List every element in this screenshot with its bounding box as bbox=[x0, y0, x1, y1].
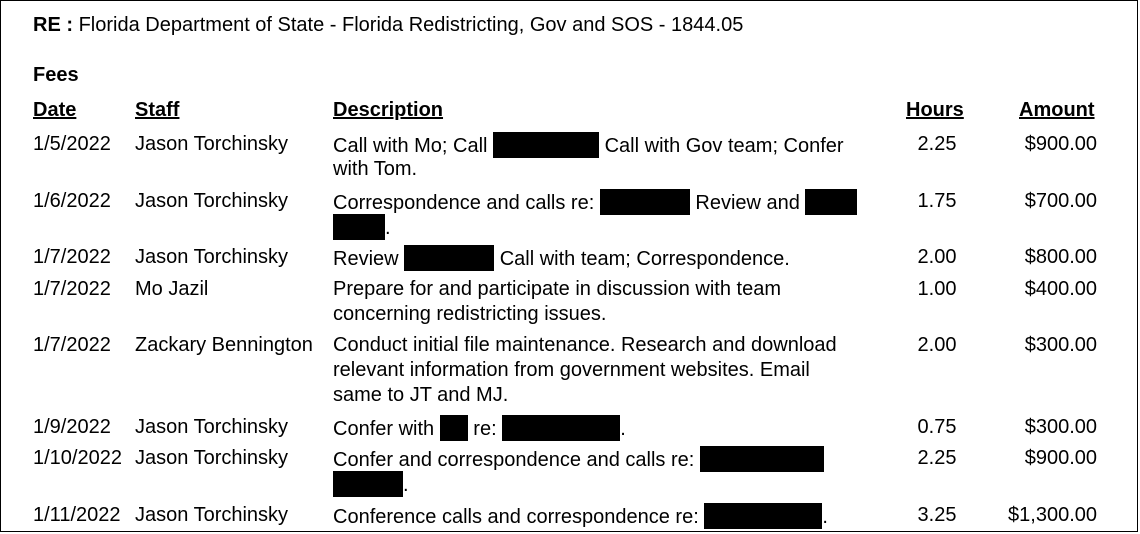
redaction-box bbox=[440, 415, 468, 441]
header-staff: Staff bbox=[135, 99, 180, 121]
desc-text: . bbox=[822, 506, 828, 528]
row-date: 1/11/2022 bbox=[33, 504, 121, 526]
desc-text: Conduct initial file maintenance. Research and download bbox=[333, 334, 837, 356]
redaction-box bbox=[404, 245, 494, 271]
row-hours: 2.25 bbox=[917, 133, 957, 155]
row-date: 1/5/2022 bbox=[33, 133, 111, 155]
row-description bbox=[333, 503, 893, 528]
row-amount: $300.00 bbox=[1024, 334, 1097, 356]
desc-text: same to JT and MJ. bbox=[333, 384, 509, 406]
row-description bbox=[333, 245, 893, 270]
row-staff: Jason Torchinsky bbox=[135, 504, 289, 526]
row-hours: 1.75 bbox=[917, 190, 957, 212]
row-amount: $300.00 bbox=[1024, 416, 1097, 438]
redaction-box bbox=[502, 415, 620, 441]
desc-text: Review and bbox=[695, 192, 800, 214]
desc-text: Call with team; Correspondence. bbox=[499, 248, 790, 270]
row-hours: 1.00 bbox=[917, 278, 957, 300]
row-date: 1/7/2022 bbox=[33, 246, 111, 268]
desc-text: Conference calls and correspondence re: bbox=[333, 506, 699, 528]
row-amount: $700.00 bbox=[1024, 190, 1097, 212]
row-amount: $1,300.00 bbox=[1008, 504, 1097, 526]
re-label: RE : bbox=[33, 14, 73, 36]
desc-text: relevant information from government websites. Email bbox=[333, 359, 810, 381]
section-title: Fees bbox=[33, 64, 79, 86]
desc-text: . bbox=[403, 474, 409, 496]
row-staff: Jason Torchinsky bbox=[135, 133, 289, 155]
row-staff: Jason Torchinsky bbox=[135, 190, 289, 212]
desc-text: Review bbox=[333, 248, 399, 270]
row-date: 1/6/2022 bbox=[33, 190, 111, 212]
header-description: Description bbox=[333, 99, 444, 121]
row-amount: $900.00 bbox=[1024, 447, 1097, 469]
row-date: 1/7/2022 bbox=[33, 278, 111, 300]
row-description bbox=[333, 277, 893, 327]
row-description bbox=[333, 132, 893, 182]
row-date: 1/9/2022 bbox=[33, 416, 111, 438]
desc-text: Call with Mo; Call bbox=[333, 135, 488, 157]
redaction-box bbox=[704, 503, 822, 529]
header-hours: Hours bbox=[906, 99, 964, 121]
row-hours: 2.00 bbox=[917, 334, 957, 356]
header-amount: Amount bbox=[1019, 99, 1095, 121]
row-date: 1/7/2022 bbox=[33, 334, 111, 356]
desc-text: Confer and correspondence and calls re: bbox=[333, 449, 695, 471]
matter-title: Florida Department of State - Florida Redistricting, Gov and SOS - 1844.05 bbox=[78, 14, 744, 36]
row-hours: 0.75 bbox=[917, 416, 957, 438]
row-description bbox=[333, 333, 893, 408]
desc-text: re: bbox=[473, 418, 497, 440]
matter-reference bbox=[33, 14, 743, 37]
row-date: 1/10/2022 bbox=[33, 447, 122, 469]
row-hours: 3.25 bbox=[917, 504, 957, 526]
row-description bbox=[333, 415, 893, 440]
redaction-box bbox=[805, 189, 857, 215]
row-hours: 2.25 bbox=[917, 447, 957, 469]
redaction-box bbox=[600, 189, 690, 215]
row-hours: 2.00 bbox=[917, 246, 957, 268]
redaction-box bbox=[700, 446, 824, 472]
row-description bbox=[333, 189, 893, 239]
row-amount: $900.00 bbox=[1024, 133, 1097, 155]
desc-text: Call with Gov team; Confer bbox=[604, 135, 844, 157]
row-staff: Mo Jazil bbox=[135, 278, 209, 300]
row-staff: Jason Torchinsky bbox=[135, 447, 289, 469]
row-staff: Jason Torchinsky bbox=[135, 416, 289, 438]
redaction-box bbox=[333, 471, 403, 497]
row-description bbox=[333, 446, 893, 496]
desc-text: . bbox=[620, 418, 626, 440]
desc-text: . bbox=[385, 217, 391, 239]
desc-text: Confer with bbox=[333, 418, 435, 440]
row-staff: Zackary Bennington bbox=[135, 334, 313, 356]
row-amount: $400.00 bbox=[1024, 278, 1097, 300]
desc-text: concerning redistricting issues. bbox=[333, 303, 607, 325]
desc-text: Correspondence and calls re: bbox=[333, 192, 595, 214]
redaction-box bbox=[333, 214, 385, 240]
desc-text: with Tom. bbox=[333, 158, 418, 180]
desc-text: Prepare for and participate in discussion with team bbox=[333, 278, 782, 300]
row-staff: Jason Torchinsky bbox=[135, 246, 289, 268]
header-date: Date bbox=[33, 99, 77, 121]
redaction-box bbox=[493, 132, 599, 158]
row-amount: $800.00 bbox=[1024, 246, 1097, 268]
